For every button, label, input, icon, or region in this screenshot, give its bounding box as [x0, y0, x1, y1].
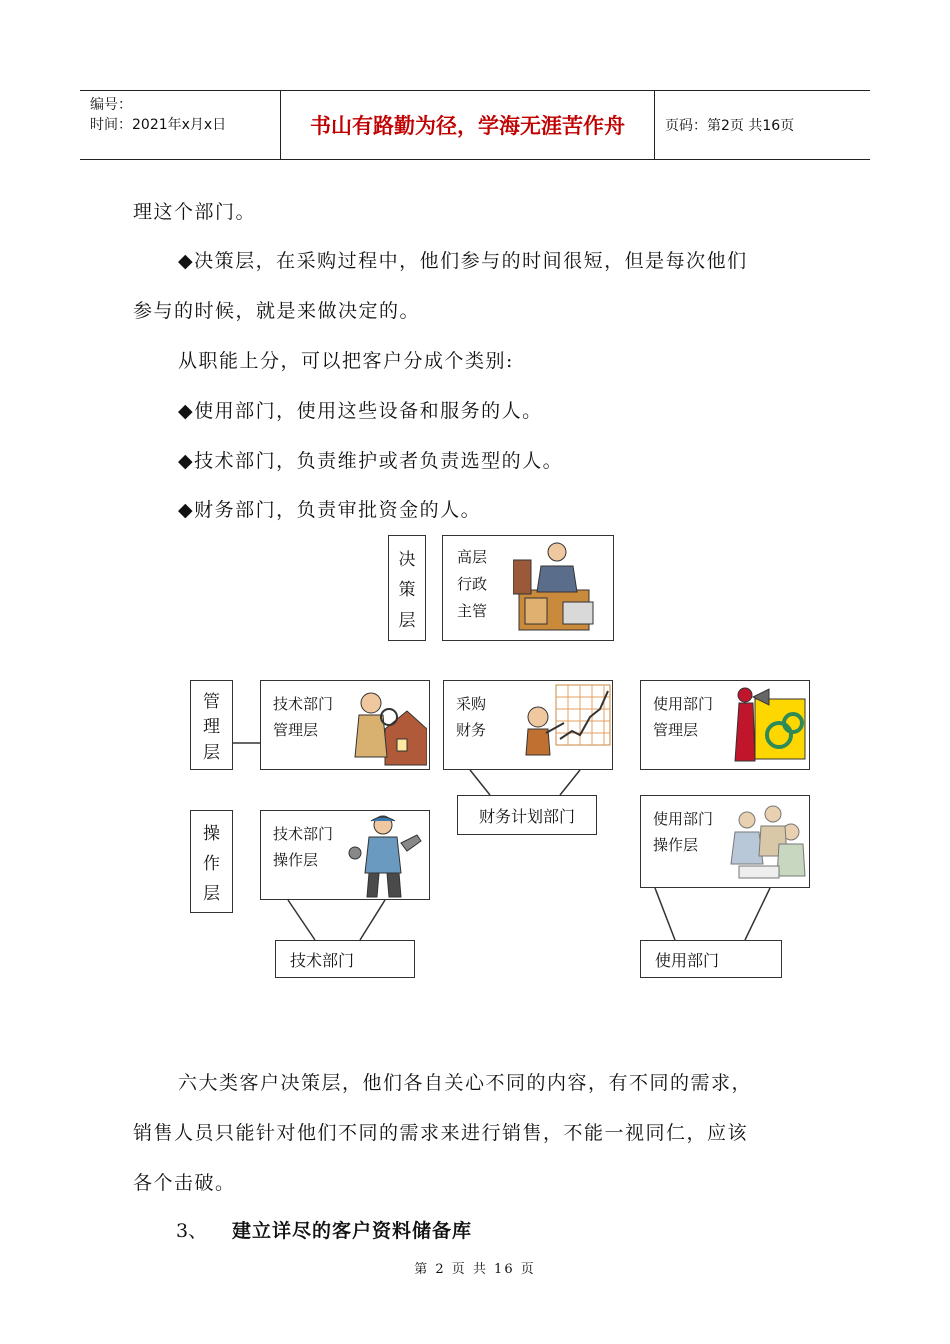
header-motto: 书山有路勤为径，学海无涯苦作舟 — [281, 91, 655, 159]
body-line: 销售人员只能针对他们不同的需求来进行销售，不能一视同仁，应该 — [133, 1122, 749, 1144]
purchase-finance-box — [443, 680, 613, 770]
tech-management-box — [260, 680, 430, 770]
presenter-with-chart-icon — [516, 683, 612, 767]
body-line: 各个击破。 — [133, 1172, 236, 1194]
body-line: ◆决策层，在采购过程中，他们参与的时间很短，但是每次他们 — [178, 250, 748, 272]
label-char: 层 — [398, 611, 416, 632]
mechanic-with-wrench-icon — [345, 813, 425, 899]
label-char: 层 — [203, 883, 220, 904]
header-meta-cell — [80, 91, 281, 159]
executive-at-desk-icon — [513, 540, 609, 636]
megaphone-with-gears-icon — [729, 683, 807, 767]
box-text: 主管 — [457, 602, 488, 620]
section-number: 3、 — [176, 1220, 208, 1242]
finance-planning-dept-box: 财务计划部门 — [457, 795, 597, 835]
use-operations-box — [640, 795, 810, 888]
body-line: 从职能上分，可以把客户分成个类别: — [178, 350, 514, 372]
tech-dept-box: 技术部门 — [275, 940, 415, 978]
box-text: 技术部门 — [273, 695, 334, 713]
exec-box — [442, 535, 614, 641]
box-text: 管理层 — [653, 721, 699, 739]
page-header — [80, 90, 870, 160]
use-dept-box: 使用部门 — [640, 940, 782, 978]
tech-operations-box — [260, 810, 430, 900]
label-char: 作 — [203, 853, 220, 874]
body-line: 理这个部门。 — [133, 201, 257, 223]
box-text: 操作层 — [653, 836, 699, 854]
body-line: ◆使用部门，使用这些设备和服务的人。 — [178, 400, 543, 422]
body-line: ◆财务部门，负责审批资金的人。 — [178, 499, 482, 521]
box-text: 财务 — [456, 721, 487, 739]
body-line: ◆技术部门，负责维护或者负责选型的人。 — [178, 450, 564, 472]
label-char: 操 — [203, 824, 220, 845]
label-char: 策 — [398, 580, 416, 601]
box-text: 使用部门 — [653, 695, 714, 713]
customer-hierarchy-diagram — [185, 530, 815, 990]
section-title: 建立详尽的客户资料储备库 — [232, 1220, 473, 1242]
box-text: 高层 — [457, 548, 488, 566]
number-label: 编号： — [90, 97, 132, 113]
use-management-box — [640, 680, 810, 770]
label-char: 理 — [203, 717, 220, 738]
page-footer: 第 2 页 共 16 页 — [414, 1262, 536, 1277]
decision-layer-label — [388, 535, 426, 641]
body-line: 六大类客户决策层，他们各自关心不同的内容，有不同的需求， — [178, 1072, 753, 1094]
time-label: 时间：2021年x月x日 — [90, 117, 227, 133]
label-char: 管 — [203, 692, 220, 713]
label-char: 决 — [398, 549, 416, 570]
box-text: 管理层 — [273, 721, 319, 739]
inspector-with-house-icon — [349, 687, 427, 767]
box-text: 采购 — [456, 695, 487, 713]
management-layer-label — [190, 680, 233, 770]
label-char: 层 — [203, 742, 220, 763]
box-text: 使用部门 — [653, 810, 714, 828]
box-text: 操作层 — [273, 851, 319, 869]
box-text: 行政 — [457, 575, 488, 593]
body-line: 参与的时候，就是来做决定的。 — [133, 300, 421, 322]
box-text: 技术部门 — [273, 825, 334, 843]
working-group-icon — [725, 804, 807, 884]
header-page-info: 页码：第2页 共16页 — [665, 118, 795, 134]
operations-layer-label — [190, 810, 233, 913]
